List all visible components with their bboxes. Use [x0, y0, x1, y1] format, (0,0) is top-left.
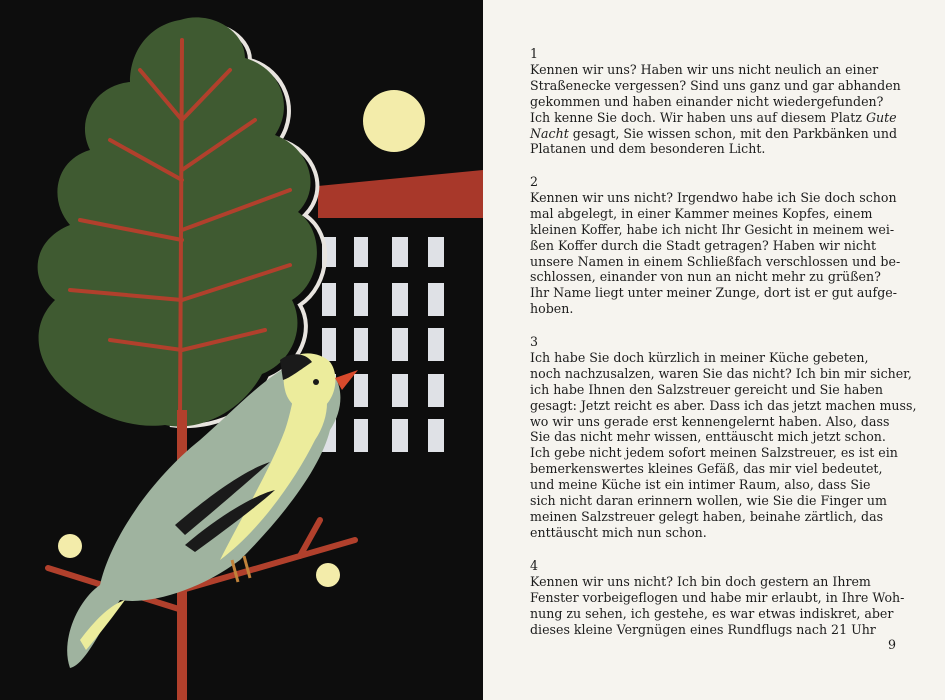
light-dot — [58, 534, 82, 558]
section-text: Kennen wir uns? Haben wir uns nicht neulich an einer Straßenecke vergessen? Sind uns ganz und gar abhanden gekommen und haben einander nicht wiedergefunden? Ich kenne Sie doch. Wir haben uns auf diesem Platz Gute Nacht gesagt, Sie wissen schon, mit den Parkbänken und Platanen und dem besonderen Licht. — [530, 61, 901, 157]
section-number: 4 — [530, 558, 539, 573]
italic-text: Gute — [865, 109, 897, 125]
section-number: 1 — [530, 46, 539, 61]
text-page — [483, 0, 945, 700]
section-text: Kennen wir uns nicht? Irgendwo habe ich Sie doch schon mal abgelegt, in einer Kammer meines Kopfes, einem kleinen Koffer, habe ich nicht Ihr Gesicht in meinem wei- ßen Koffer durch die Stadt getragen? Haben wir nicht unsere Namen in einem Schließfach verschlossen und be- schlossen, einander von nun an nicht mehr zu grüßen? Ihr Name liegt unter meiner Zunge, dort ist er gut aufge- hoben. — [530, 189, 901, 317]
italic-text: Nacht — [530, 125, 569, 141]
section-1 — [530, 46, 930, 157]
section-number: 3 — [530, 334, 539, 349]
section-4 — [530, 558, 930, 638]
section-2 — [530, 174, 930, 317]
moon-shape — [363, 90, 425, 152]
light-dot — [316, 563, 340, 587]
section-text: Ich habe Sie doch kürzlich in meiner Küche gebeten, noch nachzusalzen, waren Sie das nicht? Ich bin mir sicher, ich habe Ihnen den Salzstreuer gereicht und Sie haben gesagt: Jetzt reicht es aber. Dass ich das jetzt machen muss, wo wir uns gerade erst kennengelernt haben. Also, dass Sie das nicht mehr wissen, enttäuscht mich jetzt schon. Ich gebe nicht jedem sofort meinen Salzstreuer, es ist ein bemerkenswertes kleines Gefäß, das mir viel bedeutet, und meine Küche ist ein intimer Raum, also, dass Sie sich nicht daran erinnern wollen, wie Sie die Finger um meinen Salzstreuer gelegt haben, beinahe zärtlich, das enttäuscht mich nun schon. — [530, 349, 917, 540]
section-3 — [530, 334, 930, 541]
page-number: 9 — [888, 637, 897, 652]
section-text: Kennen wir uns nicht? Ich bin doch gestern an Ihrem Fenster vorbeigeflogen und habe mir erlaubt, in Ihre Woh- nung zu sehen, ich gestehe, es war etwas indiskret, aber dieses kleine Vergnügen eines Rundflugs nach 21 Uhr — [530, 573, 905, 637]
section-number: 2 — [530, 174, 539, 189]
